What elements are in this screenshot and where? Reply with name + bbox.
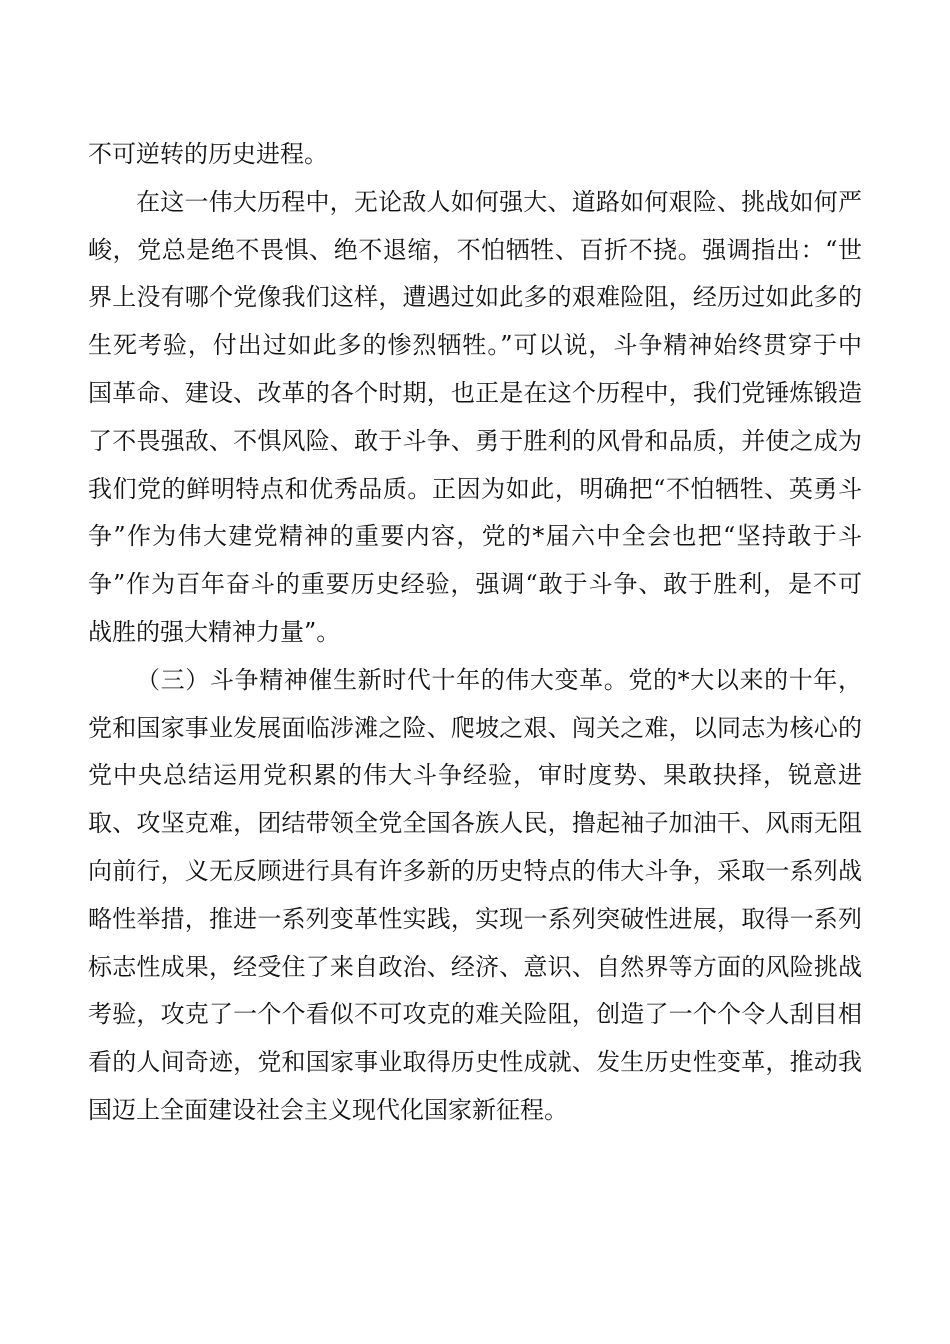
text-line: 党和国家事业发展面临涉滩之险、爬坡之艰、闯关之难，以同志为核心的: [88, 713, 862, 742]
text-line: 国革命、建设、改革的各个时期，也正是在这个历程中，我们党锤炼锻造: [88, 378, 862, 407]
text-line: 略性举措，推进一系列变革性实践，实现一系列突破性进展，取得一系列: [88, 904, 862, 933]
text-line: （三）斗争精神催生新时代十年的伟大变革。党的*大以来的十年，: [136, 665, 862, 694]
text-line: 取、攻坚克难，团结带领全党全国各族人民，撸起袖子加油干、风雨无阻: [88, 809, 862, 838]
text-line: 党中央总结运用党积累的伟大斗争经验，审时度势、果敢抉择，锐意进: [88, 761, 862, 790]
text-line: 了不畏强敌、不惧风险、敢于斗争、勇于胜利的风骨和品质，并使之成为: [88, 426, 862, 455]
text-line: 看的人间奇迹，党和国家事业取得历史性成就、发生历史性变革，推动我: [88, 1048, 862, 1077]
text-line: 界上没有哪个党像我们这样，遭遇过如此多的艰难险阻，经历过如此多的: [88, 283, 862, 312]
paragraph-3: [88, 657, 862, 1135]
text-line: 争”作为伟大建党精神的重要内容，党的*届六中全会也把“坚持敢于斗: [88, 522, 862, 551]
text-line: 国迈上全面建设社会主义现代化国家新征程。: [88, 1095, 568, 1124]
text-line: 考验，攻克了一个个看似不可攻克的难关险阻，创造了一个个令人刮目相: [88, 1000, 862, 1029]
text-line: 生死考验，付出过如此多的惨烈牺牲。”可以说，斗争精神始终贯穿于中: [88, 331, 862, 360]
text-line: 争”作为百年奋斗的重要历史经验，强调“敢于斗争、敢于胜利，是不可: [88, 570, 862, 599]
text-line: 标志性成果，经受住了来自政治、经济、意识、自然界等方面的风险挑战: [88, 952, 862, 981]
text-line: 我们党的鲜明特点和优秀品质。正因为如此，明确把“不怕牺牲、英勇斗: [88, 474, 862, 503]
text-line: 在这一伟大历程中，无论敌人如何强大、道路如何艰险、挑战如何严: [136, 187, 862, 216]
paragraph-1: [88, 131, 862, 179]
body-text: [88, 131, 862, 1135]
text-line: 峻，党总是绝不畏惧、绝不退缩，不怕牺牲、百折不挠。强调指出：“世: [88, 235, 862, 264]
text-line: 不可逆转的历史进程。: [88, 140, 328, 168]
text-line: 向前行，义无反顾进行具有许多新的历史特点的伟大斗争，采取一系列战: [88, 856, 862, 885]
paragraph-2: [88, 179, 862, 657]
text-line: 战胜的强大精神力量”。: [88, 617, 341, 646]
